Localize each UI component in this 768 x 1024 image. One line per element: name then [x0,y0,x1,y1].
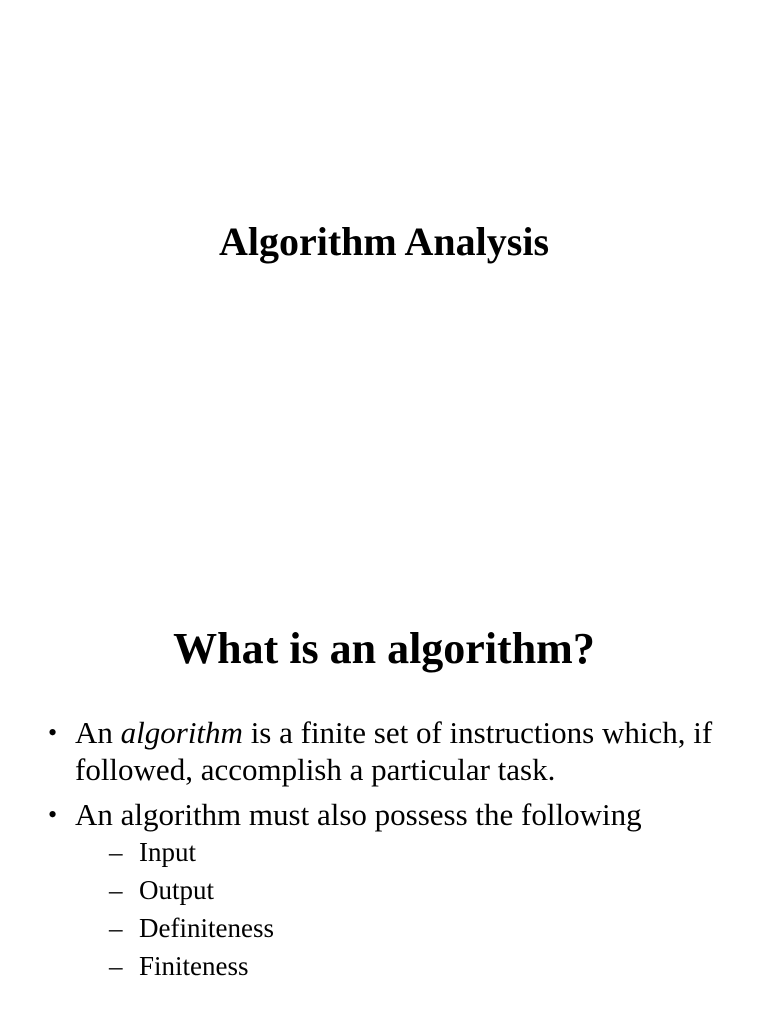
sub-item-label: Output [139,875,215,905]
sub-item-definiteness [75,909,734,947]
dash-icon: – [109,951,123,981]
sub-item-label: Input [139,837,196,867]
bullet-item-properties [44,796,734,985]
bullet-text-italic: algorithm [120,715,243,750]
dash-icon: – [109,875,123,905]
sub-item-label: Finiteness [139,951,249,981]
slide-heading: What is an algorithm? [173,624,595,673]
bullet-icon: • [48,718,58,747]
sub-item-label: Definiteness [139,913,274,943]
sub-bullet-list [75,833,734,985]
bullet-text-rest: is a finite set of instructions which, if followed, accomplish a particular task. [75,715,713,787]
page-title: Algorithm Analysis [218,219,550,264]
sub-item-finiteness [75,947,734,985]
bullet-list [44,714,734,993]
bullet-icon: • [48,800,58,829]
sub-item-output [75,871,734,909]
dash-icon: – [109,913,123,943]
dash-icon: – [109,837,123,867]
bullet-text: An algorithm must also possess the following [75,797,642,832]
bullet-item-definition [44,714,734,788]
sub-item-input [75,833,734,871]
bullet-text-prefix: An [75,715,121,750]
